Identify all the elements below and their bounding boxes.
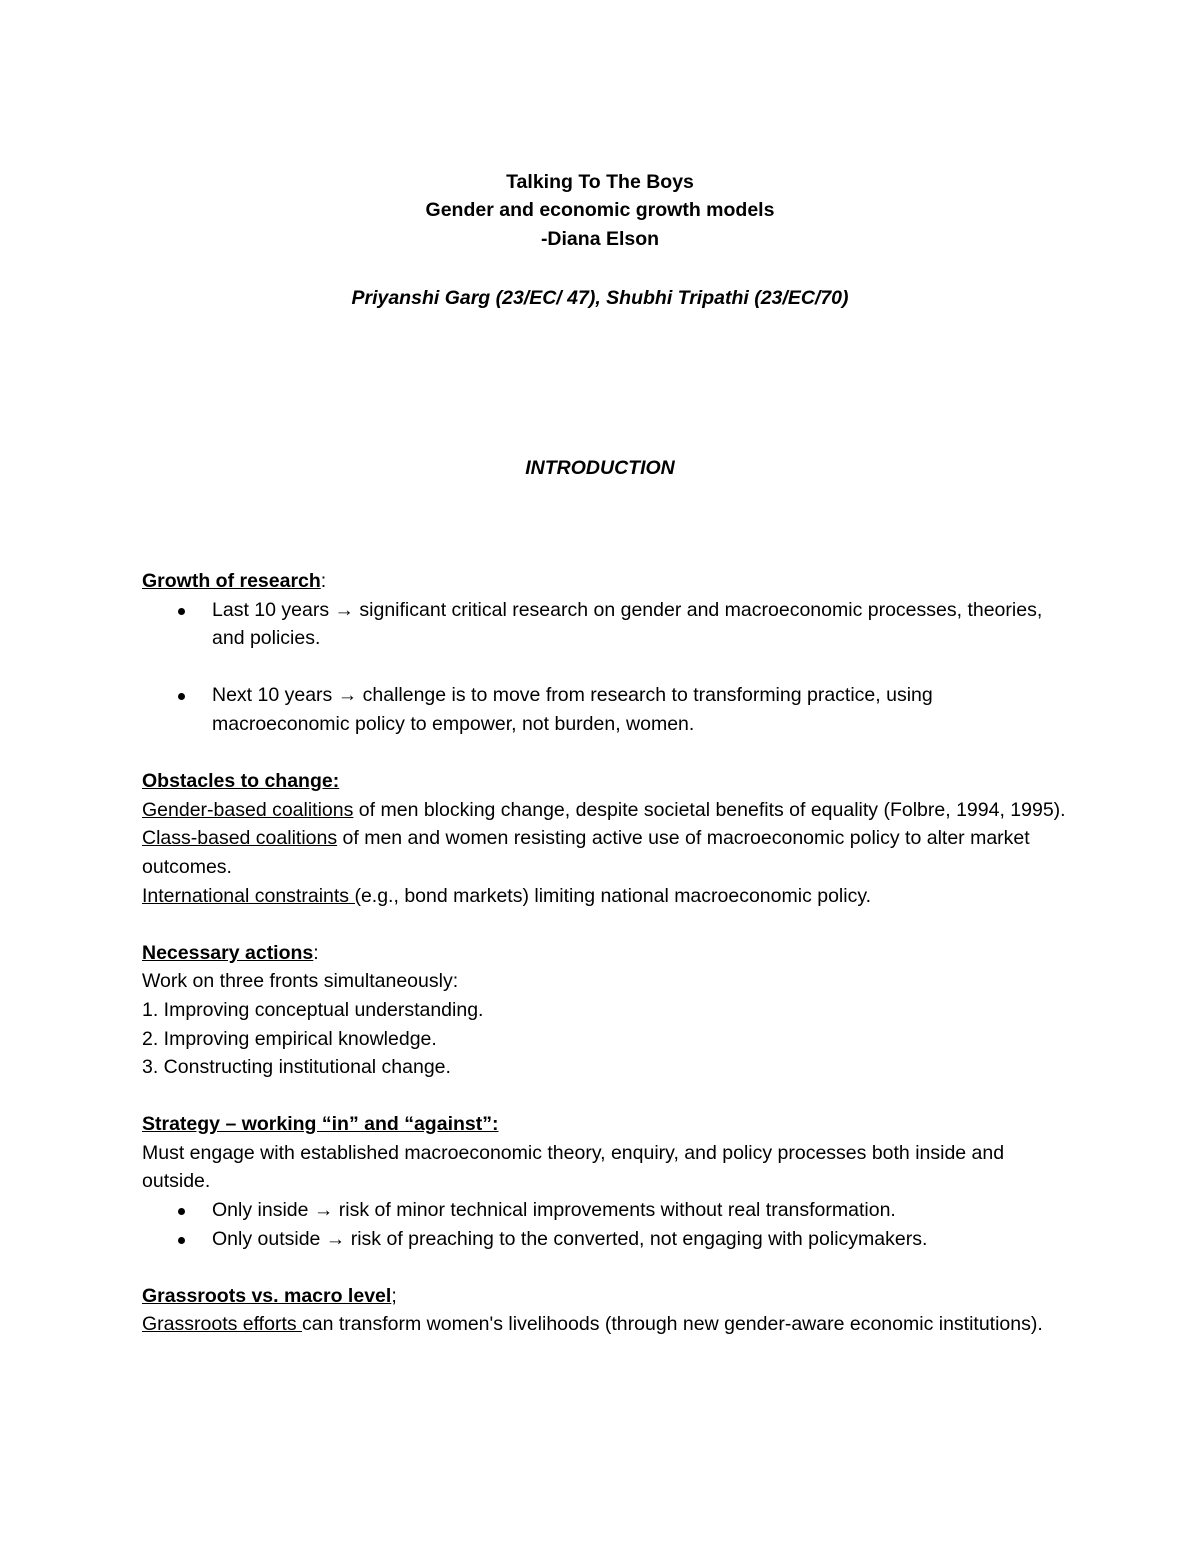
obstacle-term: International constraints (	[142, 884, 361, 907]
growth-heading-suffix: :	[320, 570, 327, 592]
bullet-icon	[178, 608, 185, 615]
obstacle-item	[142, 824, 1072, 881]
growth-heading: Growth of research	[142, 570, 321, 592]
grassroots-heading: Grassroots vs. macro level	[142, 1284, 392, 1307]
grassroots-heading-line	[142, 1282, 1072, 1311]
bullet-icon	[178, 1237, 185, 1244]
growth-heading-line	[142, 567, 1072, 596]
actions-heading-line	[142, 939, 1072, 968]
obstacle-term: Class-based coalitions	[142, 827, 338, 850]
strategy-heading: Strategy – working “in” and “against”:	[142, 1113, 499, 1136]
obstacle-text: e.g., bond markets) limiting national macroeconomic policy.	[360, 884, 872, 907]
strategy-bullet-text: Only outside → risk of preaching to the converted, not engaging with policymakers.	[212, 1227, 928, 1250]
spacer	[142, 653, 1072, 682]
obstacle-term: Gender-based coalitions	[142, 798, 354, 821]
list-item	[142, 1225, 1072, 1254]
obstacle-item	[142, 882, 1072, 911]
grassroots-section	[142, 1282, 1072, 1339]
obstacles-section	[142, 767, 1072, 910]
grassroots-heading-suffix: ;	[391, 1284, 397, 1307]
list-item	[142, 1196, 1072, 1225]
action-item: 3. Constructing institutional change.	[142, 1056, 451, 1079]
growth-bullet-text: Next 10 years → challenge is to move from research to transforming practice, using macroeconomic policy to empower, not burden, women.	[212, 684, 933, 735]
bullet-icon	[178, 693, 185, 700]
student-names: Priyanshi Garg (23/EC/ 47), Shubhi Tripathi (23/EC/70)	[351, 287, 849, 309]
obstacle-text: of men blocking change, despite societal benefits of equality (Folbre, 1994, 1995).	[353, 798, 1066, 821]
actions-heading-suffix: :	[313, 941, 319, 964]
document-body	[142, 567, 1072, 1339]
list-item	[142, 681, 1072, 738]
actions-intro: Work on three fronts simultaneously:	[142, 970, 459, 993]
actions-heading: Necessary actions	[142, 941, 314, 964]
grassroots-term: Grassroots efforts	[142, 1313, 303, 1336]
actions-section	[142, 939, 1072, 1082]
growth-bullet-list	[142, 596, 1072, 739]
document-author: -Diana Elson	[540, 227, 660, 250]
obstacle-item	[142, 796, 1072, 825]
strategy-text: Must engage with established macroeconomic theory, enquiry, and policy processes both inside and outside.	[142, 1141, 1005, 1193]
obstacles-heading: Obstacles to change:	[142, 770, 340, 793]
growth-bullet-text: Last 10 years → significant critical research on gender and macroeconomic processes, theories, and policies.	[212, 598, 1043, 650]
bullet-icon	[178, 1208, 185, 1215]
grassroots-text: can transform women's livelihoods (through new gender-aware economic institutions).	[302, 1313, 1043, 1336]
document-subtitle: Gender and economic growth models	[425, 199, 775, 222]
introduction-heading: INTRODUCTION	[525, 457, 675, 479]
action-item: 2. Improving empirical knowledge.	[142, 1027, 437, 1050]
action-item: 1. Improving conceptual understanding.	[142, 998, 484, 1021]
growth-section	[142, 567, 1072, 739]
strategy-bullet-text: Only inside → risk of minor technical improvements without real transformation.	[212, 1199, 896, 1222]
document-header	[0, 168, 1200, 253]
grassroots-text-line	[142, 1310, 1072, 1339]
list-item	[142, 596, 1072, 653]
obstacle-text: of men and women resisting active use of macroeconomic policy to alter market outcomes.	[142, 827, 1030, 878]
strategy-section	[142, 1110, 1072, 1253]
strategy-bullet-list	[142, 1196, 1072, 1253]
document-title: Talking To The Boys	[506, 171, 694, 193]
